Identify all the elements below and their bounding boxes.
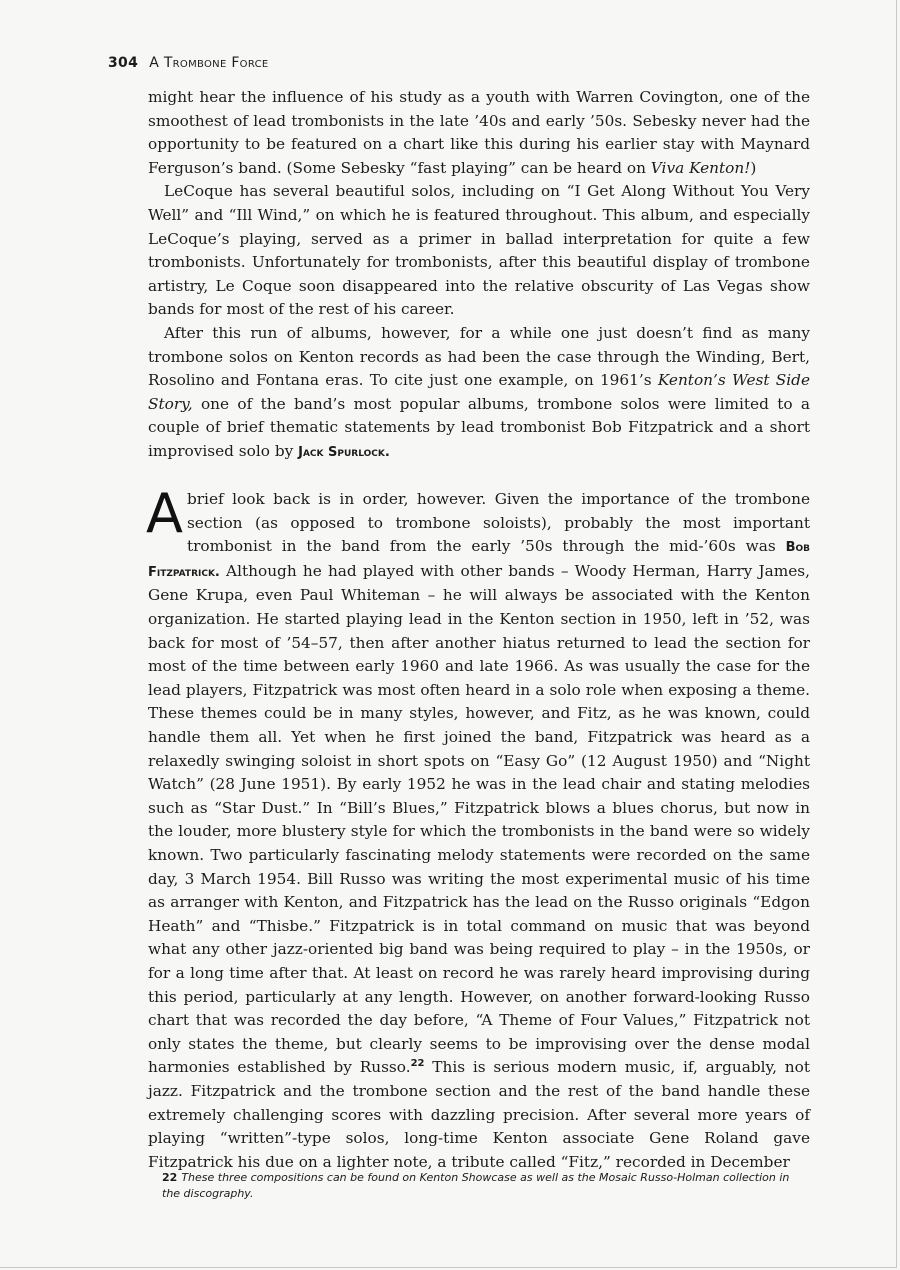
running-title: A Trombone Force	[149, 55, 269, 71]
paragraph-3-text-b: one of the band’s most popular albums, trombone solos were limited to a couple of brief thematic statements by lead trombonist Bob Fitzpatrick and a short improvised solo by	[148, 394, 810, 460]
paragraph-4-text-c: This is serious modern music, if, arguably, not jazz. Fitzpatrick and the trombone section and the rest of the band handle these extremely challenging scores with dazzling precision. After several more years of playing “written”-type solos, long-time Kenton associate Gene Roland gave Fitzpatrick his due on a lighter note, a tribute called “Fitz,” recorded in December	[148, 1058, 810, 1171]
body-text	[148, 86, 810, 1174]
paragraph-3-text-a: After this run of albums, however, for a while one just doesn’t find as many trombone solos on Kenton records as had been the case through the Winding, Bert, Rosolino and Fontana eras. To cite just one example, on 1961’s	[148, 323, 810, 390]
name-bob-fitzpatrick: Bob Fitzpatrick.	[148, 540, 810, 580]
album-title-west-side-story: Kenton’s West Side Story,	[148, 371, 811, 413]
paragraph-4	[146, 482, 810, 1174]
drop-cap: A	[146, 482, 183, 546]
paragraph-4-text-b: Although he had played with other bands – Woody Herman, Harry James, Gene Krupa, even Paul Whiteman – he will always be associated with the Kenton organization. He started playing lead in the Kenton section in 1950, left in ’52, was back for most of ’54–57, then after another hiatus returned to lead the section for most of the time between early 1960 and late 1966. As was usually the case for the lead players, Fitzpatrick was most often heard in a solo role when exposing a theme. These themes could be in many styles, however, and Fitz, as he was known, could handle them all. Yet when he first joined the band, Fitzpatrick was heard as a relaxedly swinging soloist in short spots on “Easy Go” (12 August 1950) and “Night Watch” (28 June 1951). By early 1952 he was in the lead chair and stating melodies such as “Star Dust.” In “Bill’s Blues,” Fitzpatrick blows a blues chorus, but now in the louder, more blustery style for which the trombonists in the band were so widely known. Two particularly fascinating melody statements were recorded on the same day, 3 March 1954. Bill Russo was writing the most experimental music of his time as arranger with Kenton, and Fitzpatrick has the lead on the Russo originals “Edgon Heath” and “Thisbe.” Fitzpatrick is in total command on music that was beyond what any other jazz-oriented big band was being required to play – in the 1950s, or for a long time after that. At least on record he was rarely heard improvising during this period, particularly at any length. However, on another forward-looking Russo chart that was recorded the day before, “A Theme of Four Values,” Fitzpatrick not only states the theme, but clearly seems to be improvising over the dense modal harmonies established by Russo.	[148, 561, 810, 1077]
footnote-number: 22	[162, 1171, 178, 1184]
footnote-reference[interactable]: 22	[410, 1058, 425, 1070]
paragraph-1-end: )	[750, 158, 757, 177]
footnote-text: These three compositions can be found on Kenton Showcase as well as the Mosaic Russo-Holman collection in the discography.	[162, 1171, 790, 1200]
paragraph-1-text: might hear the influence of his study as a youth with Warren Covington, one of the smoothest of lead trombonists in the late ’40s and early ’50s. Sebesky never had the opportunity to be featured on a chart like this during his earlier stay with Maynard Ferguson’s band. (Some Sebesky “fast playing” can be heard on	[148, 88, 810, 177]
album-title-viva-kenton: Viva Kenton!	[650, 158, 751, 177]
footnote	[162, 1170, 802, 1202]
page-number: 304	[108, 55, 139, 71]
paragraph-4-text-a: brief look back is in order, however. Given the importance of the trombone section (as opposed to trombone soloists), probably the most important trombonist in the band from the early ’50s through the mid-’60s was	[186, 490, 810, 556]
paragraph-3	[148, 322, 810, 465]
running-header	[108, 53, 269, 71]
name-jack-spurlock: Jack Spurlock.	[298, 444, 390, 460]
paragraph-2: LeCoque has several beautiful solos, including on “I Get Along Without You Very Well” and “Ill Wind,” on which he is featured throughout. This album, and especially LeCoque’s playing, served as a primer in ballad interpretation for quite a few trombonists. Unfortunately for trombonists, after this beautiful display of trombone artistry, Le Coque soon disappeared into the relative obscurity of Las Vegas show bands for most of the rest of his career.	[148, 182, 810, 319]
paragraph-1	[148, 86, 810, 180]
